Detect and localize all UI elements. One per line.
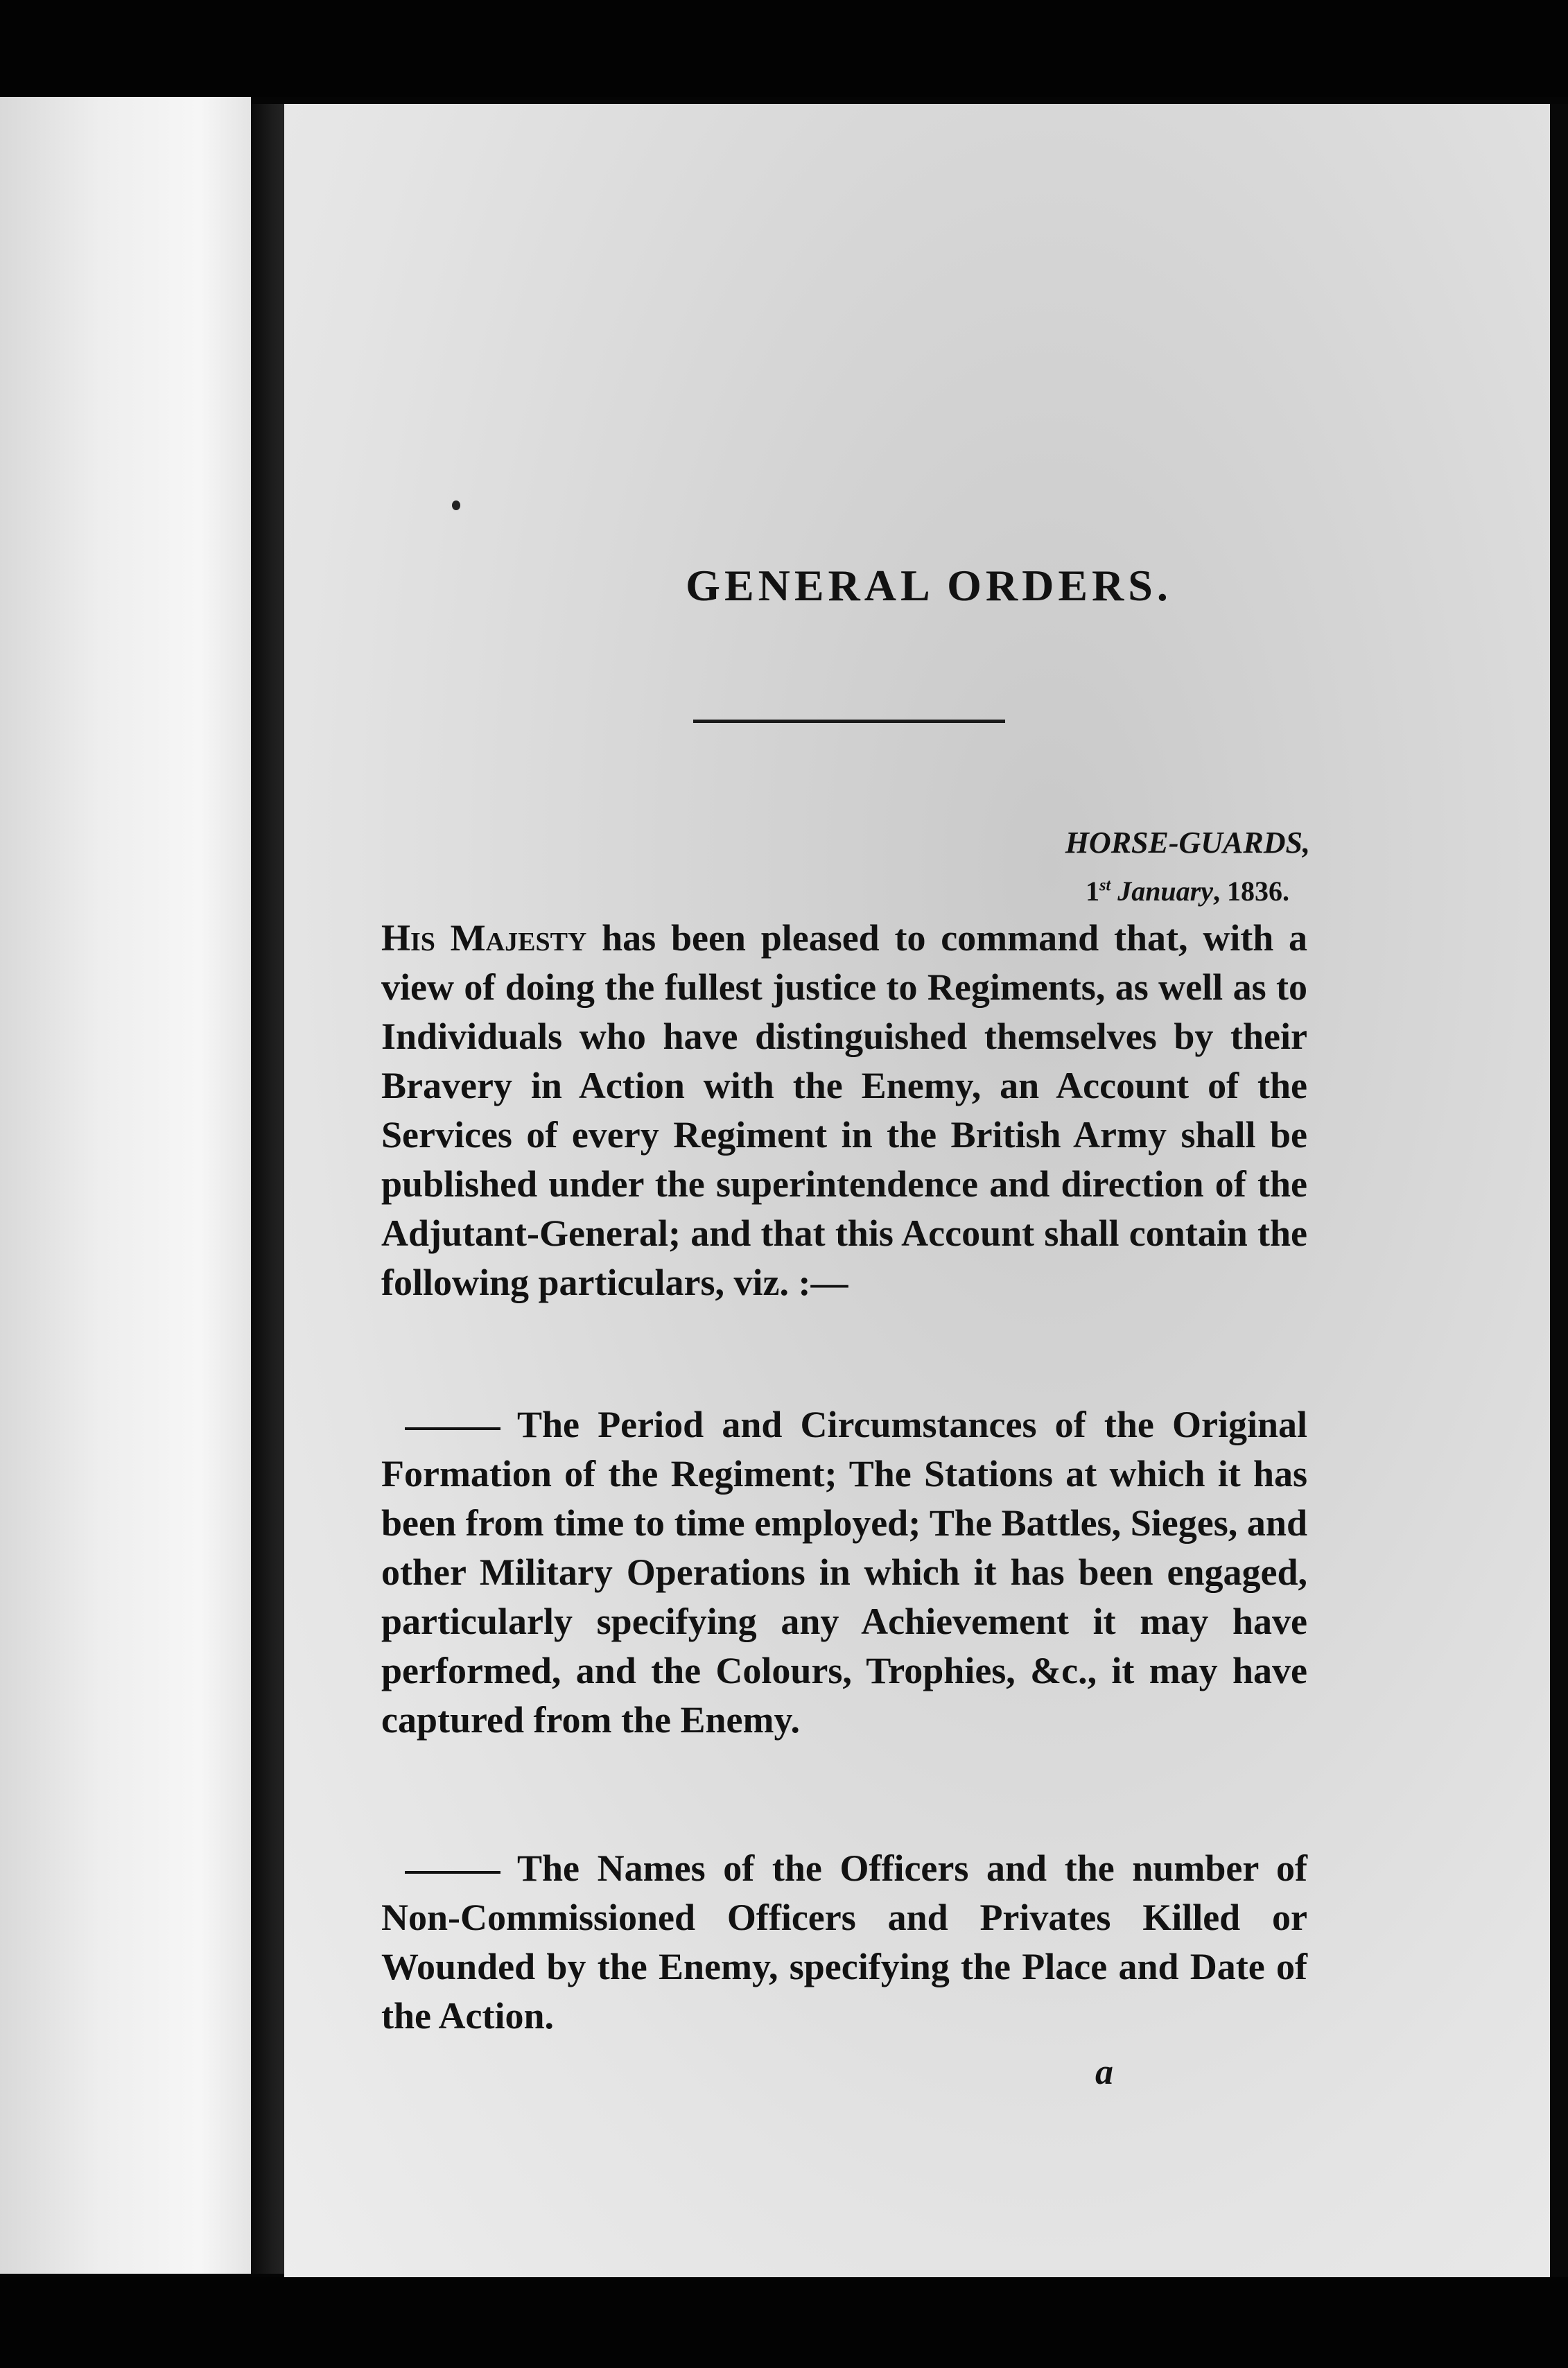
date-month: January [1117,876,1213,907]
place-heading: HORSE-GUARDS, [1065,826,1310,860]
paragraph-casualties-text: The Names of the Officers and the number of Non-Commissioned Officers and Privates Killed or Wounded by the Enemy, specifying the Place and Date of the Action. [381,1847,1307,2037]
paragraph-formation [381,1400,1307,1745]
paragraph-orders [381,914,1307,1307]
date-year: , 1836. [1213,876,1289,907]
date-day-suffix: st [1099,876,1111,895]
title-rule [693,720,1005,723]
em-rule [405,1871,500,1874]
facing-blank-page [0,97,251,2274]
scan-top-border [0,0,1568,97]
date-line [388,875,1289,907]
signature-mark: a [1095,2053,1113,2092]
scan-right-border [1550,104,1568,2368]
paragraph-lead: His Majesty [381,917,587,959]
em-rule [405,1427,500,1430]
paragraph-formation-text: The Period and Circumstances of the Original Formation of the Regiment; The Stations at which it has been from time to time employed; The Battles, Sieges, and other Military Operations in which it has been engaged, particularly specifying any Achievement it may have performed, and the Colours, Trophies, &c., it may have captured from the Enemy. [381,1404,1307,1741]
paragraph-casualties [381,1844,1307,2041]
paragraph-orders-text: has been pleased to command that, with a view of doing the fullest justice to Regiments, as well as to Individuals who have distinguished themselves by their Bravery in Action with the Enemy, an Account of the Services of every Regiment in the British Army shall be published under the superintendence and direction of the Adjutant-General; and that this Account shall contain the following particulars, viz. :— [381,917,1308,1303]
page-title: GENERAL ORDERS. [686,561,1172,610]
print-speck [452,500,460,510]
date-day: 1 [1086,876,1100,907]
scan-bottom-border [0,2277,1568,2368]
